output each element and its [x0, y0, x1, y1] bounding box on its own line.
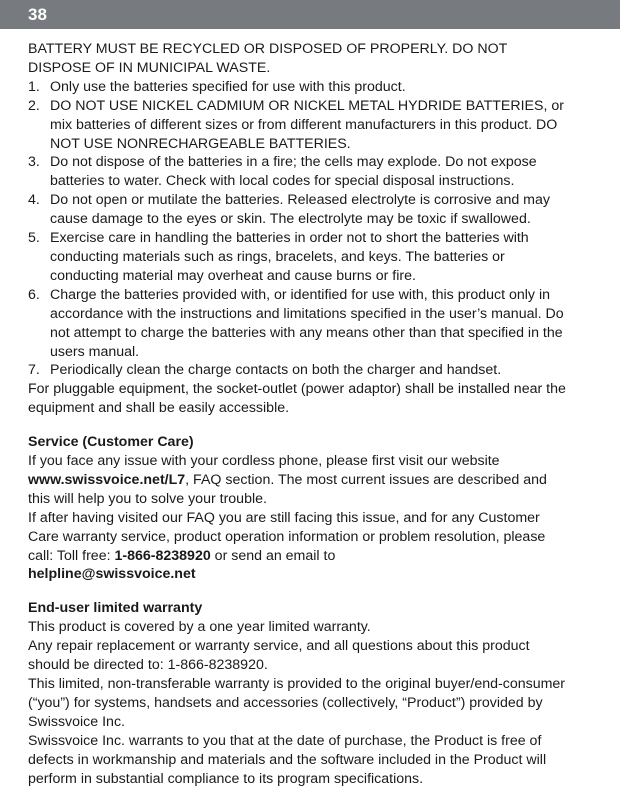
pluggable-equipment-note: For pluggable equipment, the socket-outlet (power adaptor) shall be installed near the equipment and shall be easily accessible.	[28, 381, 566, 417]
section-spacer	[28, 584, 568, 599]
document-body	[28, 40, 568, 788]
page-number: 38	[28, 5, 47, 24]
website-link[interactable]: www.swissvoice.net/L7	[28, 471, 186, 488]
toll-free-number: 1-866-8238920	[114, 547, 211, 564]
list-item: 4. Do not open or mutilate the batteries. Released electrolyte is corrosive and may cause damage to the eyes or skin. The electrolyte may be toxic if swallowed.	[28, 192, 550, 228]
warranty-line: This product is covered by a one year limited warranty.	[28, 619, 371, 636]
warranty-heading: End-user limited warranty	[28, 600, 203, 617]
list-item: 1. Only use the batteries specified for use with this product.	[28, 78, 406, 95]
service-paragraph-contact: If after having visited our FAQ you are still facing this issue, and for any Customer Care warranty service, product operation information or problem resolution, please call: Toll free: 1-866-8238920 or send an email to helpline@swissvoice.net	[28, 509, 546, 583]
warranty-line: This limited, non-transferable warranty is provided to the original buyer/end-consumer (“you”) for systems, handsets and accessories (collectively, “Product”) provided by Swissvoice Inc.	[28, 676, 566, 730]
warranty-line: Any repair replacement or warranty service, and all questions about this product should be directed to: 1-866-8238920.	[28, 638, 530, 674]
list-item: 6. Charge the batteries provided with, or identified for use with, this product only in accordance with the instructions and limitations specified in the user’s manual. Do not attempt to charge the batteries with any means other than that specified in the users manual.	[28, 286, 564, 360]
list-item: 5. Exercise care in handling the batteries in order not to short the batteries with conducting materials such as rings, bracelets, and keys. The batteries or conducting material may overheat and cause burns or fire.	[28, 230, 529, 284]
section-spacer	[28, 418, 568, 433]
list-item: 3. Do not dispose of the batteries in a fire; the cells may explode. Do not expose batteries to water. Check with local codes for special disposal instructions.	[28, 154, 537, 190]
battery-safety-list	[28, 78, 568, 381]
service-paragraph-website: If you face any issue with your cordless phone, please first visit our website www.swissvoice.net/L7, FAQ section. The most current issues are described and this will help you to solve your trouble.	[28, 453, 547, 507]
email-link[interactable]: helpline@swissvoice.net	[28, 566, 196, 583]
page-header-bar	[0, 0, 620, 29]
battery-intro: BATTERY MUST BE RECYCLED OR DISPOSED OF PROPERLY. DO NOT DISPOSE OF IN MUNICIPAL WASTE.	[28, 41, 508, 76]
warranty-line: Swissvoice Inc. warrants to you that at the date of purchase, the Product is free of defects in workmanship and materials and the software included in the Product will perform in substantial compliance to its program specifications.	[28, 732, 547, 787]
list-item: 7. Periodically clean the charge contacts on both the charger and handset.	[28, 362, 502, 379]
service-heading: Service (Customer Care)	[28, 434, 194, 451]
list-item: 2. DO NOT USE NICKEL CADMIUM OR NICKEL METAL HYDRIDE BATTERIES, or mix batteries of different sizes or from different manufacturers in this product. DO NOT USE NONRECHARGEABLE BATTERIES.	[28, 97, 564, 152]
